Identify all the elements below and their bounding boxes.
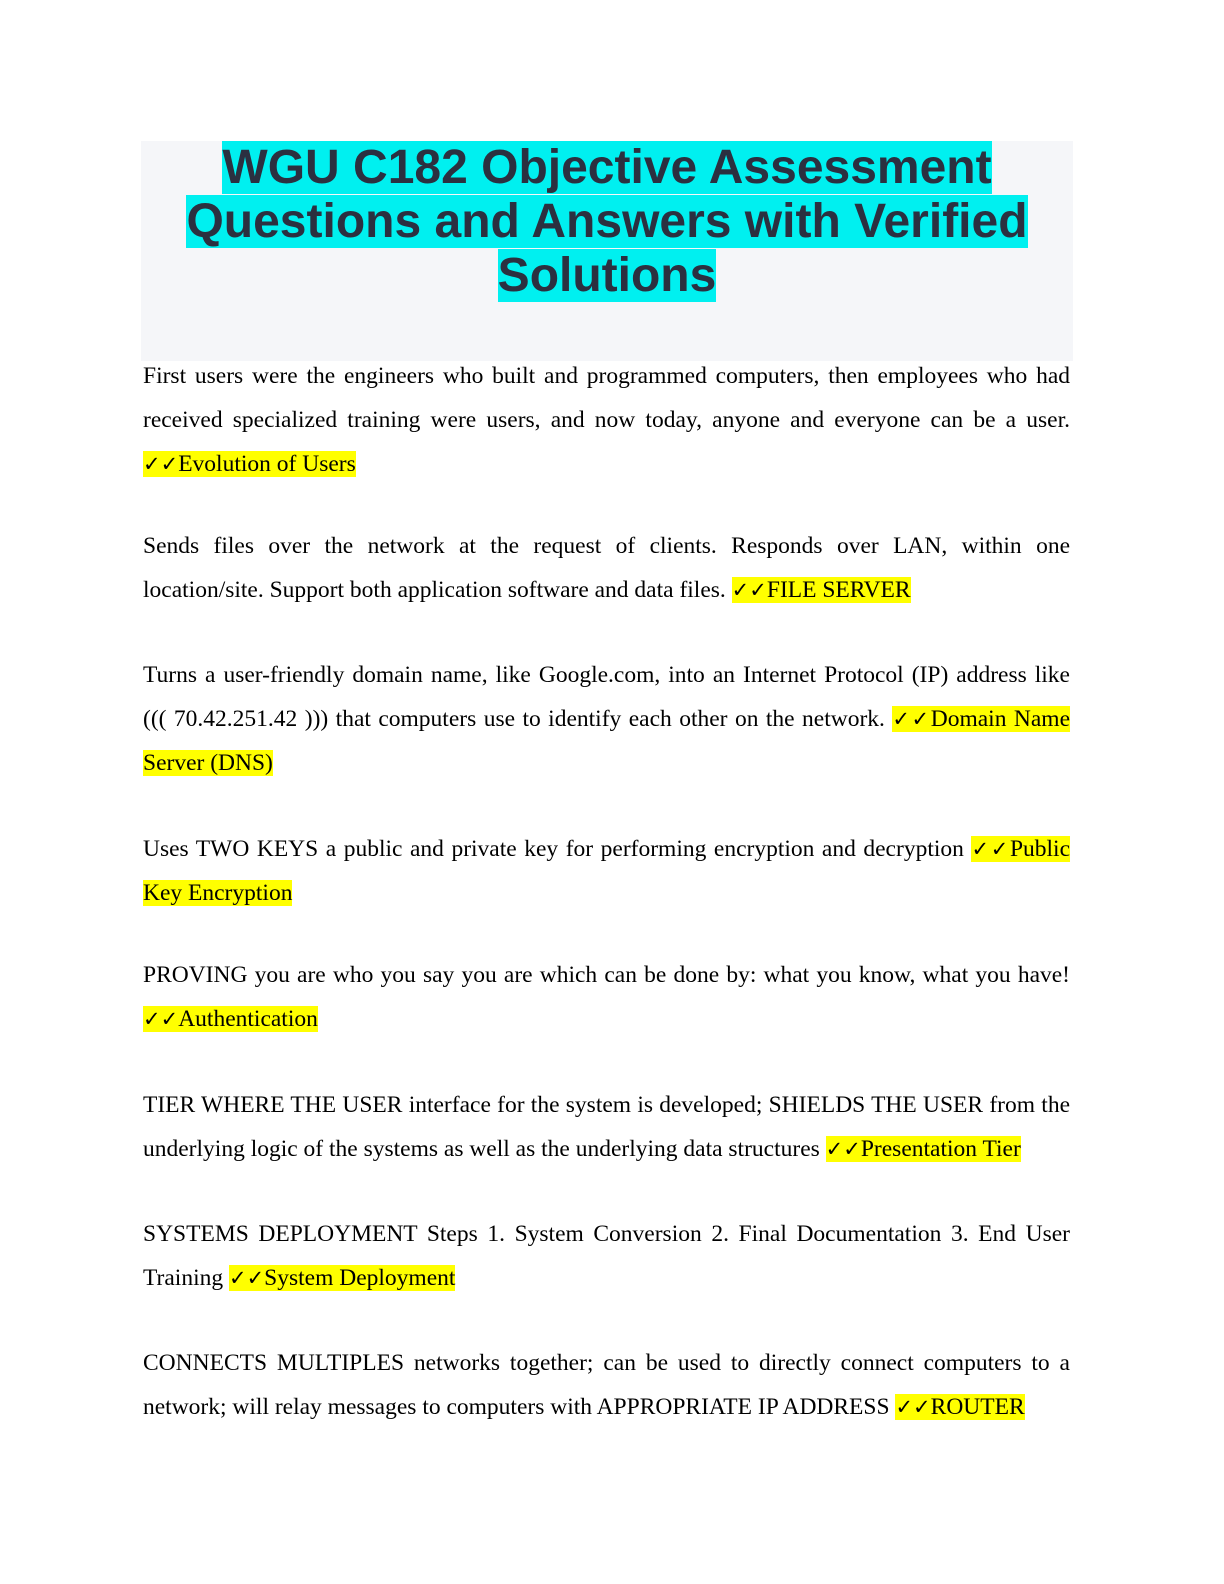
answer-text: Public Key Encryption [143,836,1071,906]
question-text: Uses TWO KEYS a public and private key for performing encryption and decryption [143,836,964,862]
answer-highlight [143,1006,318,1032]
document-title [141,141,1073,303]
question-text: Turns a user-friendly domain name, like Google.com, into an Internet Protocol (IP) address like ((( 70.42.251.42 ))) that computers use to identify each other on the network. [143,662,1070,732]
qa-item [143,1341,1070,1429]
answer-text: ROUTER [930,1394,1025,1420]
answer-text: Authentication [178,1006,318,1032]
qa-item [143,524,1070,612]
double-check-icon: ✓✓ [731,578,767,602]
qa-item [143,354,1070,486]
answer-text: Domain Name Server (DNS) [143,706,1071,776]
qa-item [143,1083,1070,1171]
qa-item [143,827,1070,915]
title-line: Questions and Answers with Verified [186,195,1028,248]
double-check-icon: ✓✓ [971,837,1010,861]
answer-text: Presentation Tier [860,1136,1021,1162]
answer-highlight [229,1265,455,1291]
question-text: CONNECTS MULTIPLES networks together; can be used to directly connect computers to a network; will relay messages to computers with APPROPRIATE IP ADDRESS [143,1350,1070,1420]
qa-item [143,653,1070,785]
double-check-icon: ✓✓ [825,1137,861,1161]
double-check-icon: ✓✓ [143,452,179,476]
question-text: TIER WHERE THE USER interface for the system is developed; SHIELDS THE USER from the underlying logic of the systems as well as the underlying data structures [143,1092,1070,1162]
answer-highlight [895,1394,1024,1420]
answer-highlight [826,1136,1021,1162]
double-check-icon: ✓✓ [228,1266,265,1290]
answer-text: System Deployment [264,1265,456,1291]
double-check-icon: ✓✓ [895,1395,931,1419]
answer-text: FILE SERVER [766,577,911,603]
question-text: Sends files over the network at the request of clients. Responds over LAN, within one location/site. Support both application software and data files. [143,533,1070,603]
question-text: SYSTEMS DEPLOYMENT Steps 1. System Conversion 2. Final Documentation 3. End User Training [143,1221,1070,1291]
title-line: Solutions [497,249,717,302]
answer-text: Evolution of Users [178,451,356,477]
title-block [141,141,1073,361]
answer-highlight [732,577,911,603]
title-line: WGU C182 Objective Assessment [222,141,992,194]
qa-item [143,953,1070,1041]
double-check-icon: ✓✓ [892,707,931,731]
question-text: First users were the engineers who built and programmed computers, then employees who had received specialized training were users, and now today, anyone and everyone can be a user. [143,363,1070,433]
double-check-icon: ✓✓ [143,1007,179,1031]
question-text: PROVING you are who you say you are which can be done by: what you know, what you have! [143,962,1070,988]
answer-highlight [143,451,356,477]
qa-item [143,1212,1070,1300]
